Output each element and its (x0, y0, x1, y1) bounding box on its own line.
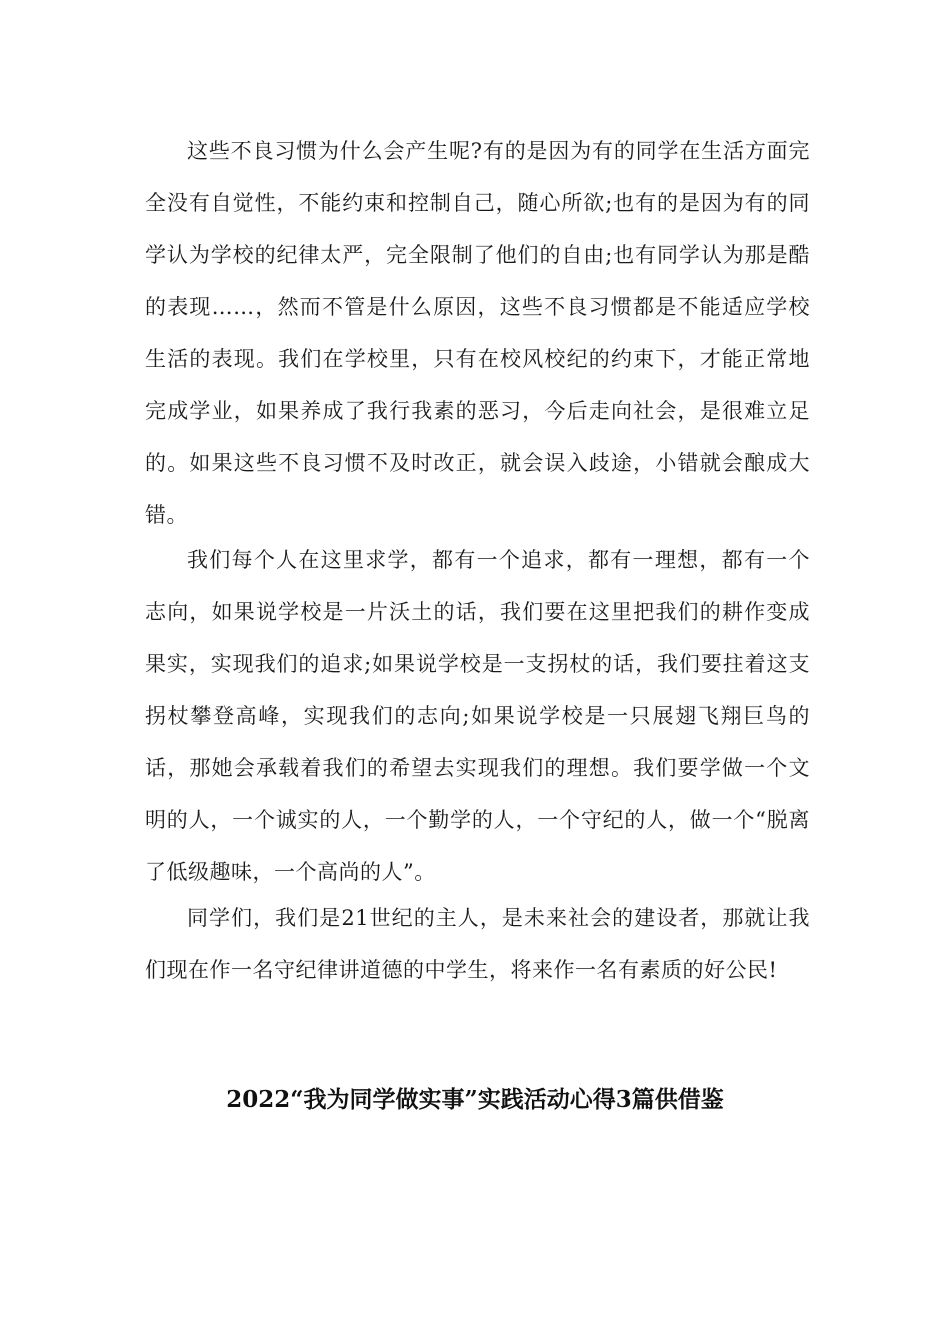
body-paragraph-1: 这些不良习惯为什么会产生呢?有的是因为有的同学在生活方面完全没有自觉性，不能约束和控制自己，随心所欲;也有的是因为有的同学认为学校的纪律太严，完全限制了他们的自由;也有同学认为那是酷的表现……，然而不管是什么原因，这些不良习惯都是不能适应学校生活的表现。我们在学校里，只有在校风校纪的约束下，才能正常地完成学业，如果养成了我行我素的恶习，今后走向社会，是很难立足的。如果这些不良习惯不及时改正，就会误入歧途，小错就会酿成大错。 (145, 139, 810, 527)
body-paragraph-2: 我们每个人在这里求学，都有一个追求，都有一理想，都有一个志向，如果说学校是一片沃土的话，我们要在这里把我们的耕作变成果实，实现我们的追求;如果说学校是一支拐杖的话，我们要拄着这支拐杖攀登高峰，实现我们的志向;如果说学校是一只展翅飞翔巨鸟的话，那她会承载着我们的希望去实现我们的理想。我们要学做一个文明的人，一个诚实的人，一个勤学的人，一个守纪的人，做一个“脱离了低级趣味，一个高尚的人”。 (145, 548, 810, 884)
body-paragraph-3: 同学们，我们是21世纪的主人，是未来社会的建设者，那就让我们现在作一名守纪律讲道德的中学生，将来作一名有素质的好公民! (145, 906, 810, 982)
section-heading: 2022“我为同学做实事”实践活动心得3篇供借鉴 (226, 1086, 724, 1113)
